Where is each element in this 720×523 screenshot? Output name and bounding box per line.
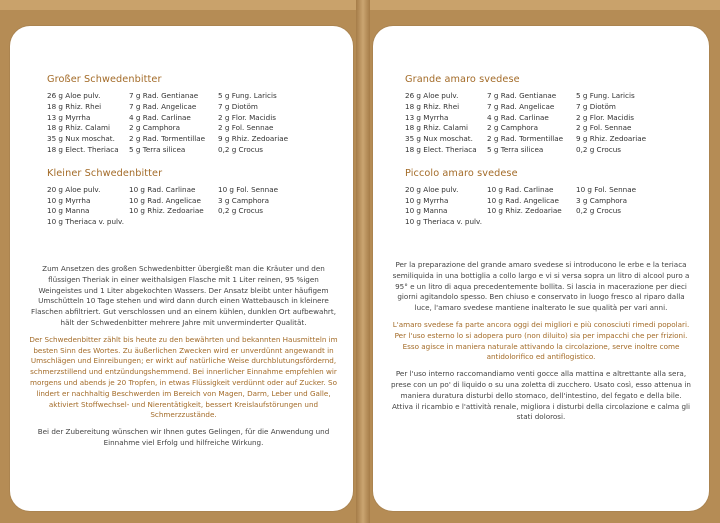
ingredient: 26 g Aloe pulv.: [405, 91, 459, 100]
ingredient: 10 g Theriaca v. pulv.: [405, 217, 483, 227]
ingredient: 18 g Elect. Theriaca: [47, 144, 119, 154]
left-instructions: [28, 264, 339, 455]
ingredient: 10 g Rhiz. Zedoariae: [129, 206, 204, 216]
ingredient: 10 g Rad. Angelicae: [487, 195, 559, 205]
ingredient: 10 g Rhiz. Zedoariae: [487, 206, 562, 216]
ingredient: 35 g Nux moschat.: [405, 134, 473, 144]
left-section2-table: [47, 185, 333, 228]
ingredient: 3 g Camphora: [218, 195, 270, 205]
ingredient: 3 g Camphora: [576, 195, 628, 205]
ingredient: 2 g Camphora: [129, 123, 181, 133]
right-section2-title: Piccolo amaro svedese: [405, 167, 518, 179]
right-section2-table: [405, 185, 689, 228]
left-paragraph-usage: Der Schwedenbitter zählt bis heute zu den bewährten und bekannten Hausmitteln im besten Sinn des Wortes. Zu äußerlichen Zwecken wird er unverdünnt angewandt in Umschlägen und Einreibungen; er wirkt auf natürliche Weise durchblutungsfördernd, schmerzstillend und entzündungshemmend. Bei innerlicher Einnahme empfehlen wir morgens und abends je 20 Tropfen, in etwas Flüssigkeit verdünnt oder auf Zucker. So lindert er nachhaltig Beschwerden im Bereich von Magen, Darm, Leber und Galle, aktiviert Stoffwechsel- und Nierentätigkeit, bessert Kreislaufstörungen und Schmerzzustände.: [29, 334, 338, 420]
ingredient: 7 g Rad. Angelicae: [487, 101, 555, 111]
ingredient: 7 g Rad. Angelicae: [129, 101, 197, 111]
ingredient: [129, 217, 218, 228]
ingredient: 4 g Rad. Carlinae: [487, 112, 549, 122]
ingredient: 9 g Rhiz. Zedoariae: [218, 134, 289, 144]
left-section1-title: Großer Schwedenbitter: [47, 74, 162, 85]
ingredient: 18 g Elect. Theriaca: [405, 144, 477, 154]
ingredient: 5 g Terra silicea: [487, 144, 544, 154]
right-section1-table: [405, 91, 689, 156]
ingredient: 10 g Rad. Angelicae: [129, 195, 201, 205]
left-section1-table: [47, 91, 333, 156]
ingredient: 0,2 g Crocus: [576, 144, 622, 154]
left-recipes: [47, 74, 333, 240]
ingredient: 18 g Rhiz. Rhei: [405, 101, 460, 111]
ingredient: 4 g Rad. Carlinae: [129, 112, 191, 122]
ingredient: 10 g Myrrha: [405, 195, 449, 205]
left-page: [10, 26, 353, 511]
ingredient: [487, 217, 576, 228]
left-paragraph-preparation: Zum Ansetzen des großen Schwedenbitter übergießt man die Kräuter und den flüssigen Theriak in einer weithalsigen Flasche mit 1 Liter reinen, 95 %igen Weingeistes und 1 Liter abgekochten Wassers. Der Ansatz bleibt unter häufigem Umschütteln 10 Tage stehen und wird dann durch einen Wattebausch in kleinere Flaschen abfiltriert. Gut verschlossen und an einem kühlen, dunklen Ort aufbewahrt, hält der Schwedenbitter mehrere Jahre mit unverminderter Qualität.: [31, 264, 336, 327]
ingredient: 7 g Rad. Gentianae: [129, 91, 199, 100]
ingredient: 2 g Flor. Macidis: [218, 112, 276, 122]
ingredient: 0,2 g Crocus: [576, 206, 622, 216]
ingredient: 5 g Terra silicea: [129, 144, 186, 154]
ingredient: 10 g Fol. Sennae: [576, 184, 637, 194]
ingredient: 7 g Rad. Gentianae: [487, 91, 557, 100]
ingredient: 10 g Rad. Carlinae: [487, 184, 554, 194]
ingredient: 7 g Diotöm: [576, 101, 616, 111]
ingredient: 10 g Fol. Sennae: [218, 184, 279, 194]
left-paragraph-closing: Bei der Zubereitung wünschen wir Ihnen gutes Gelingen, für die Anwendung und Einnahme viel Erfolg und hilfreiche Wirkung.: [37, 427, 330, 447]
right-paragraph-internal: Per l'uso interno raccomandiamo venti gocce alla mattina e altrettante alla sera, prese con un po' di liquido o su una zoletta di zucchero. Usato così, esso attenua in maniera duratura disturbi dello stomaco, dell'intestino, del fegato e della bile. Attiva il ricambio e l'attività renale, migliora i disturbi della circolazione e calma gli stati dolorosi.: [391, 369, 691, 422]
right-instructions: [389, 260, 693, 429]
left-section2-title: Kleiner Schwedenbitter: [47, 167, 163, 179]
ingredient: 10 g Manna: [405, 206, 448, 216]
ingredient: 5 g Fung. Laricis: [218, 91, 277, 100]
right-paragraph-usage: L'amaro svedese fa parte ancora oggi dei migliori e più conosciuti rimedi popolari. Per l'uso esterno lo si adopera puro (non diluito) sia per impacchi che per frizioni. Esso agisce in maniera naturale attivando la circolazione, serve inoltre come antidolorifico ed antiflogistico.: [392, 319, 690, 362]
ingredient: 10 g Manna: [47, 206, 90, 216]
ingredient: 0,2 g Crocus: [218, 206, 264, 216]
ingredient: 0,2 g Crocus: [218, 144, 264, 154]
ingredient: 18 g Rhiz. Calami: [47, 123, 110, 133]
ingredient: 2 g Camphora: [487, 123, 539, 133]
ingredient: 9 g Rhiz. Zedoariae: [576, 134, 647, 144]
ingredient: 2 g Fol. Sennae: [576, 123, 632, 133]
ingredient: 18 g Rhiz. Rhei: [47, 101, 102, 111]
right-section1-title: Grande amaro svedese: [405, 74, 520, 85]
right-recipes: [405, 74, 689, 240]
ingredient: 26 g Aloe pulv.: [47, 91, 101, 100]
right-paragraph-preparation: Per la preparazione del grande amaro svedese si introducono le erbe e la teriaca semiliquida in una bottiglia a collo largo e vi si versa sopra un litro di alcool puro a 95° e un litro di aqua precedentemente bollita. Si lascia in macerazione per dieci giorni agitandolo spesso. Ben chiuso e conservato in luogo fresco al riparo dalla luce, l'amaro svedese mantiene inalterato le sue qualità per vari anni.: [392, 260, 690, 313]
ingredient: 20 g Aloe pulv.: [405, 184, 459, 194]
ingredient: 10 g Myrrha: [47, 195, 91, 205]
right-page: [373, 26, 709, 511]
center-fold: [356, 0, 370, 523]
ingredient: 13 g Myrrha: [405, 112, 449, 122]
ingredient: 2 g Flor. Macidis: [576, 112, 634, 122]
ingredient: 2 g Rad. Tormentillae: [487, 134, 564, 144]
ingredient: [218, 217, 318, 228]
ingredient: 2 g Fol. Sennae: [218, 123, 274, 133]
ingredient: 35 g Nux moschat.: [47, 134, 115, 144]
ingredient: 20 g Aloe pulv.: [47, 184, 101, 194]
ingredient: 10 g Rad. Carlinae: [129, 184, 196, 194]
ingredient: [576, 217, 676, 228]
ingredient: 7 g Diotöm: [218, 101, 258, 111]
ingredient: 18 g Rhiz. Calami: [405, 123, 468, 133]
ingredient: 5 g Fung. Laricis: [576, 91, 635, 100]
ingredient: 13 g Myrrha: [47, 112, 91, 122]
ingredient: 2 g Rad. Tormentillae: [129, 134, 206, 144]
ingredient: 10 g Theriaca v. pulv.: [47, 217, 125, 227]
